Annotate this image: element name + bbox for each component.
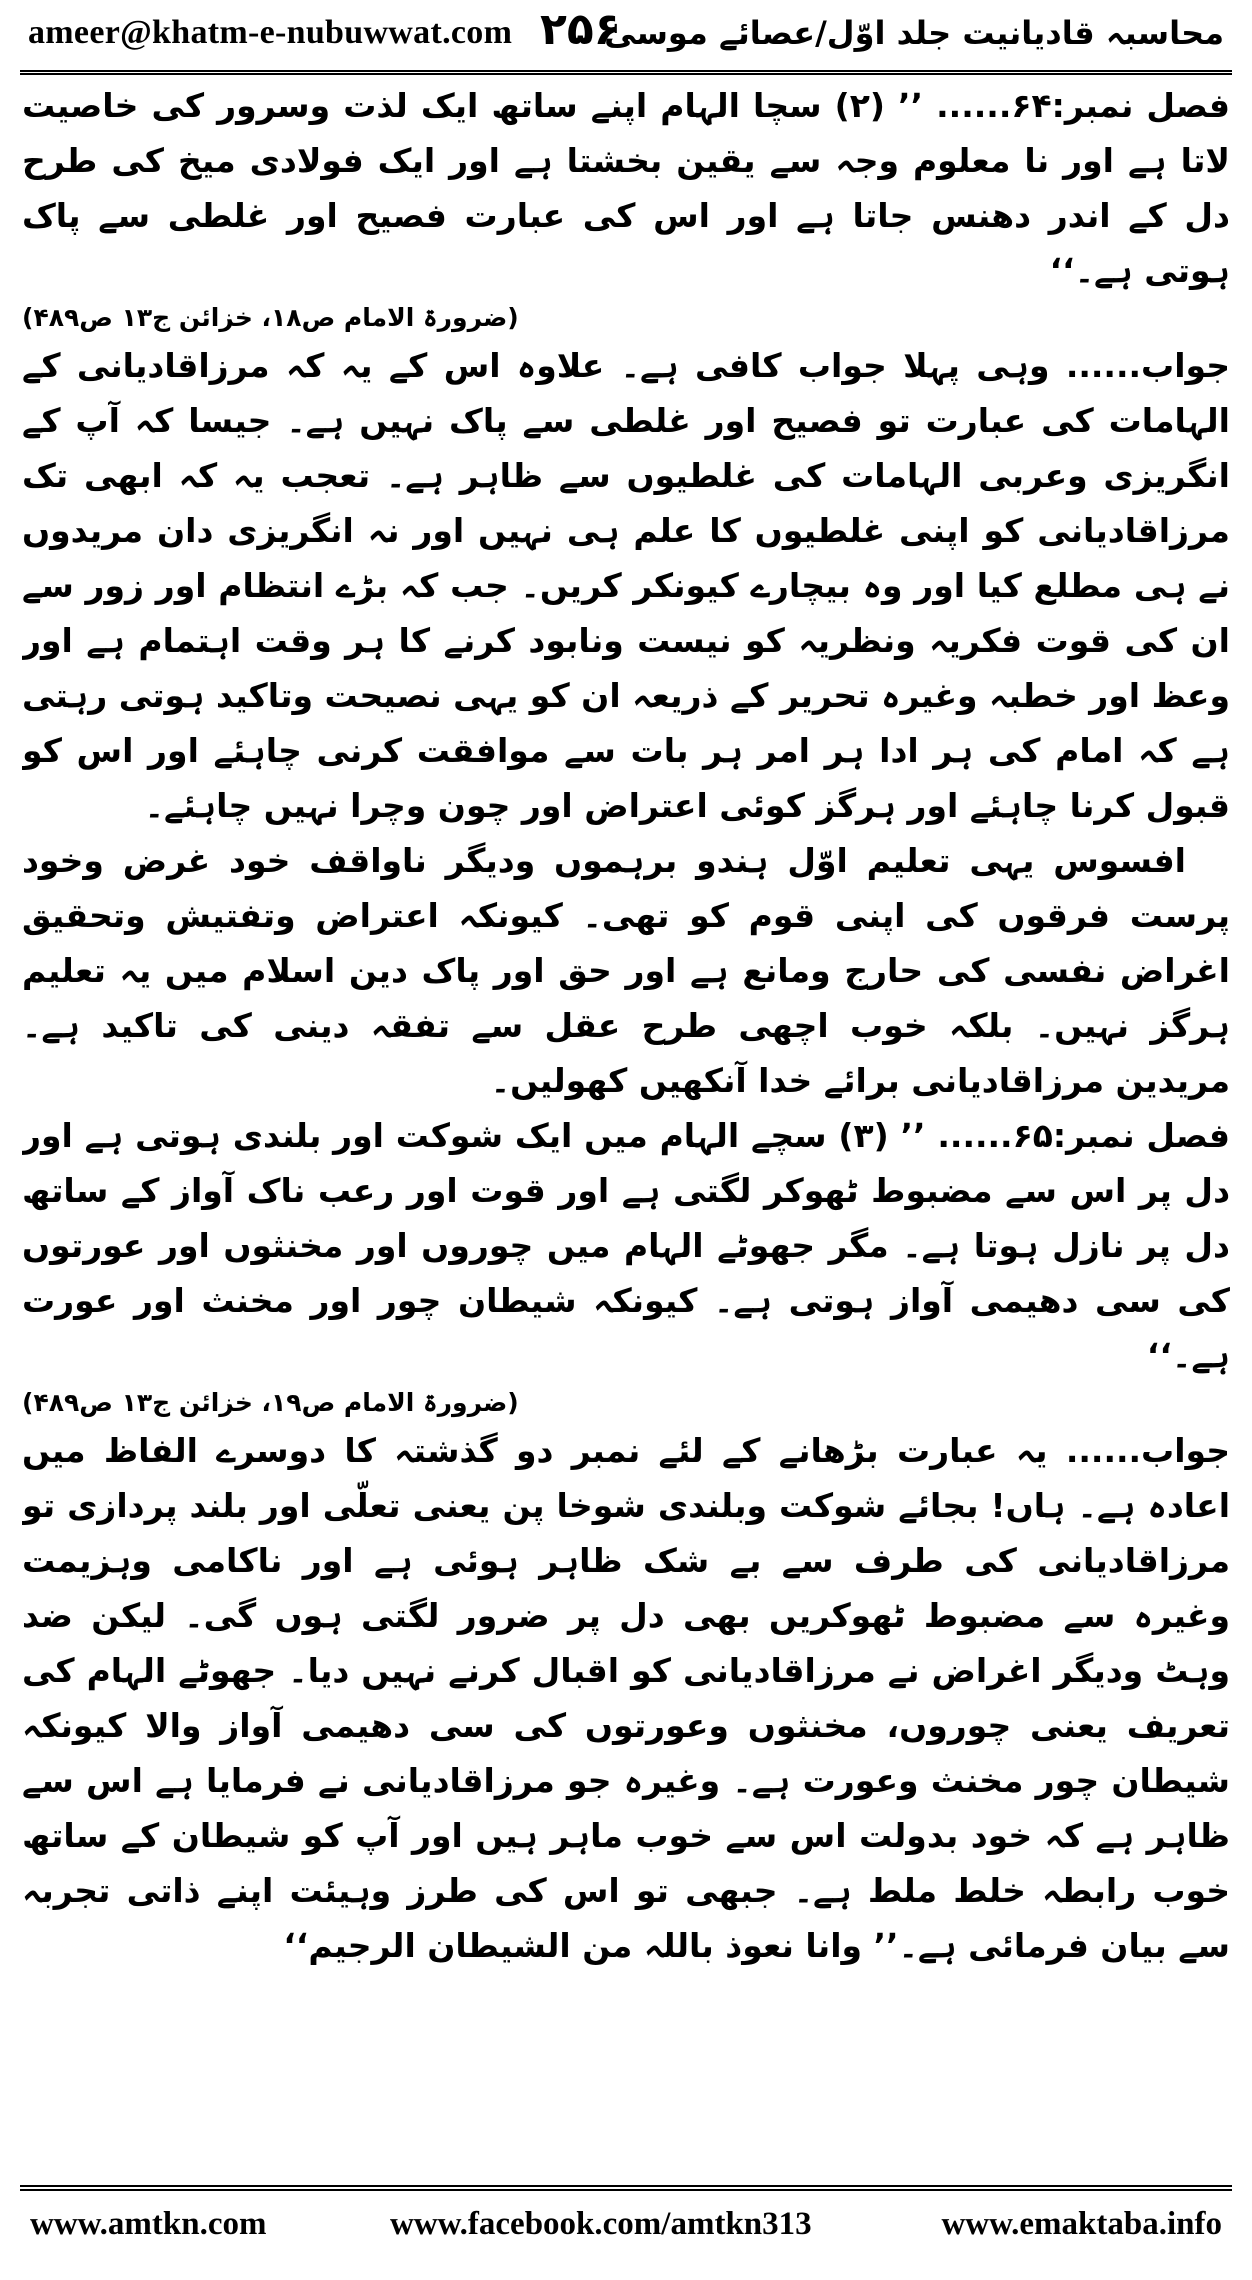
page-body <box>22 78 1230 2150</box>
footer-link-emaktaba[interactable]: www.emaktaba.info <box>941 2206 1222 2242</box>
header-divider <box>20 70 1232 78</box>
footer-link-amtkn[interactable]: www.amtkn.com <box>30 2206 267 2242</box>
reference-citation: (ضرورۃ الامام ص۱۹، خزائن ج۱۳ ص۴۸۹) <box>22 1388 519 1417</box>
header-email: ameer@khatm-e-nubuwwat.com <box>28 14 513 51</box>
page-header <box>28 4 1224 66</box>
book-title: محاسبہ قادیانیت جلد اوّل/عصائے موسیٰ <box>604 14 1224 52</box>
paragraph-fasl-64: فصل نمبر:۶۴...... ’’ (۲) سچا الہام اپنے ساتھ ایک لذت وسرور کی خاصیت لاتا ہے اور نا معلوم وجہ سے یقین بخشتا ہے اور ایک فولادی میخ کی طرح دل کے اندر دھنس جاتا ہے اور اس کی عبارت فصیح اور غلطی سے پاک ہوتی ہے۔‘‘ <box>22 86 1230 290</box>
paragraph-answer-65: جواب...... یہ عبارت بڑھانے کے لئے نمبر دو گذشتہ کا دوسرے الفاظ میں اعادہ ہے۔ ہاں! بجائے شوکت وبلندی شوخا پن یعنی تعلّی اور بلند پردازی تو مرزاقادیانی کی طرف سے بے شک ظاہر ہوئی ہے اور ناکامی وہزیمت وغیرہ سے مضبوط ٹھوکریں بھی دل پر ضرور لگتی ہوں گی۔ لیکن ضد وہٹ ودیگر اغراض نے مرزاقادیانی کو اقبال کرنے نہیں دیا۔ جھوٹے الہام کی تعریف یعنی چوروں، مخنثوں وعورتوں کی سی دھیمی آواز والا کیونکہ شیطان چور مخنث وعورت ہے۔ وغیرہ جو مرزاقادیانی نے فرمایا ہے اس سے ظاہر ہے کہ خود بدولت اس سے خوب ماہر ہیں اور آپ کو شیطان کے ساتھ خوب رابطہ خلط ملط ہے۔ جبھی تو اس کی طرز وہیئت اپنے ذاتی تجربہ سے بیان فرمائی ہے۔’’ وانا نعوذ باللہ من الشیطان الرجیم‘‘ <box>22 1431 1230 1965</box>
page-number: ۲۵۶ <box>540 4 621 55</box>
footer-link-facebook[interactable]: www.facebook.com/amtkn313 <box>390 2206 812 2242</box>
paragraph-answer-64: جواب...... وہی پہلا جواب کافی ہے۔ علاوہ اس کے یہ کہ مرزاقادیانی کے الہامات کی عبارت تو فصیح اور غلطی سے پاک نہیں ہے۔ جیسا کہ آپ کے انگریزی وعربی الہامات کی غلطیوں سے ظاہر ہے۔ تعجب یہ کہ ابھی تک مرزاقادیانی کو اپنی غلطیوں کا علم ہی نہیں اور نہ انگریزی دان مریدوں نے ہی مطلع کیا اور وہ بیچارے کیونکر کریں۔ جب کہ بڑے انتظام اور زور سے ان کی قوت فکریہ ونظریہ کو نیست ونابود کرنے کا ہر وقت اہتمام ہے اور وعظ اور خطبہ وغیرہ تحریر کے ذریعہ ان کو یہی نصیحت وتاکید ہوتی رہتی ہے کہ امام کی ہر ادا ہر امر ہر بات سے موافقت کرنی چاہئے اور اس کو قبول کرنا چاہئے اور ہرگز کوئی اعتراض اور چون وچرا نہیں چاہئے۔ <box>22 346 1230 825</box>
paragraph-fasl-65: فصل نمبر:۶۵...... ’’ (۳) سچے الہام میں ایک شوکت اور بلندی ہوتی ہے اور دل پر اس سے مضبوط ٹھوکر لگتی ہے اور قوت اور رعب ناک آواز کے ساتھ دل پر نازل ہوتا ہے۔ مگر جھوٹے الہام میں چوروں اور مخنثوں اور عورتوں کی سی دھیمی آواز ہوتی ہے۔ کیونکہ شیطان چور اور مخنث اور عورت ہے۔‘‘ <box>22 1116 1230 1375</box>
paragraph-afsos: افسوس یہی تعلیم اوّل ہندو برہموں ودیگر ناواقف خود غرض وخود پرست فرقوں کی اپنی قوم کو تھی۔ کیونکہ اعتراض وتفتیش وتحقیق اغراض نفسی کی حارج ومانع ہے اور حق اور پاک دین اسلام میں یہ تعلیم ہرگز نہیں۔ بلکہ خوب اچھی طرح عقل سے تفقہ دینی کی تاکید ہے۔ مریدین مرزاقادیانی برائے خدا آنکھیں کھولیں۔ <box>22 841 1230 1100</box>
footer-divider <box>20 2185 1232 2194</box>
page-footer <box>20 2198 1232 2258</box>
reference-citation: (ضرورۃ الامام ص۱۸، خزائن ج۱۳ ص۴۸۹) <box>22 303 519 332</box>
